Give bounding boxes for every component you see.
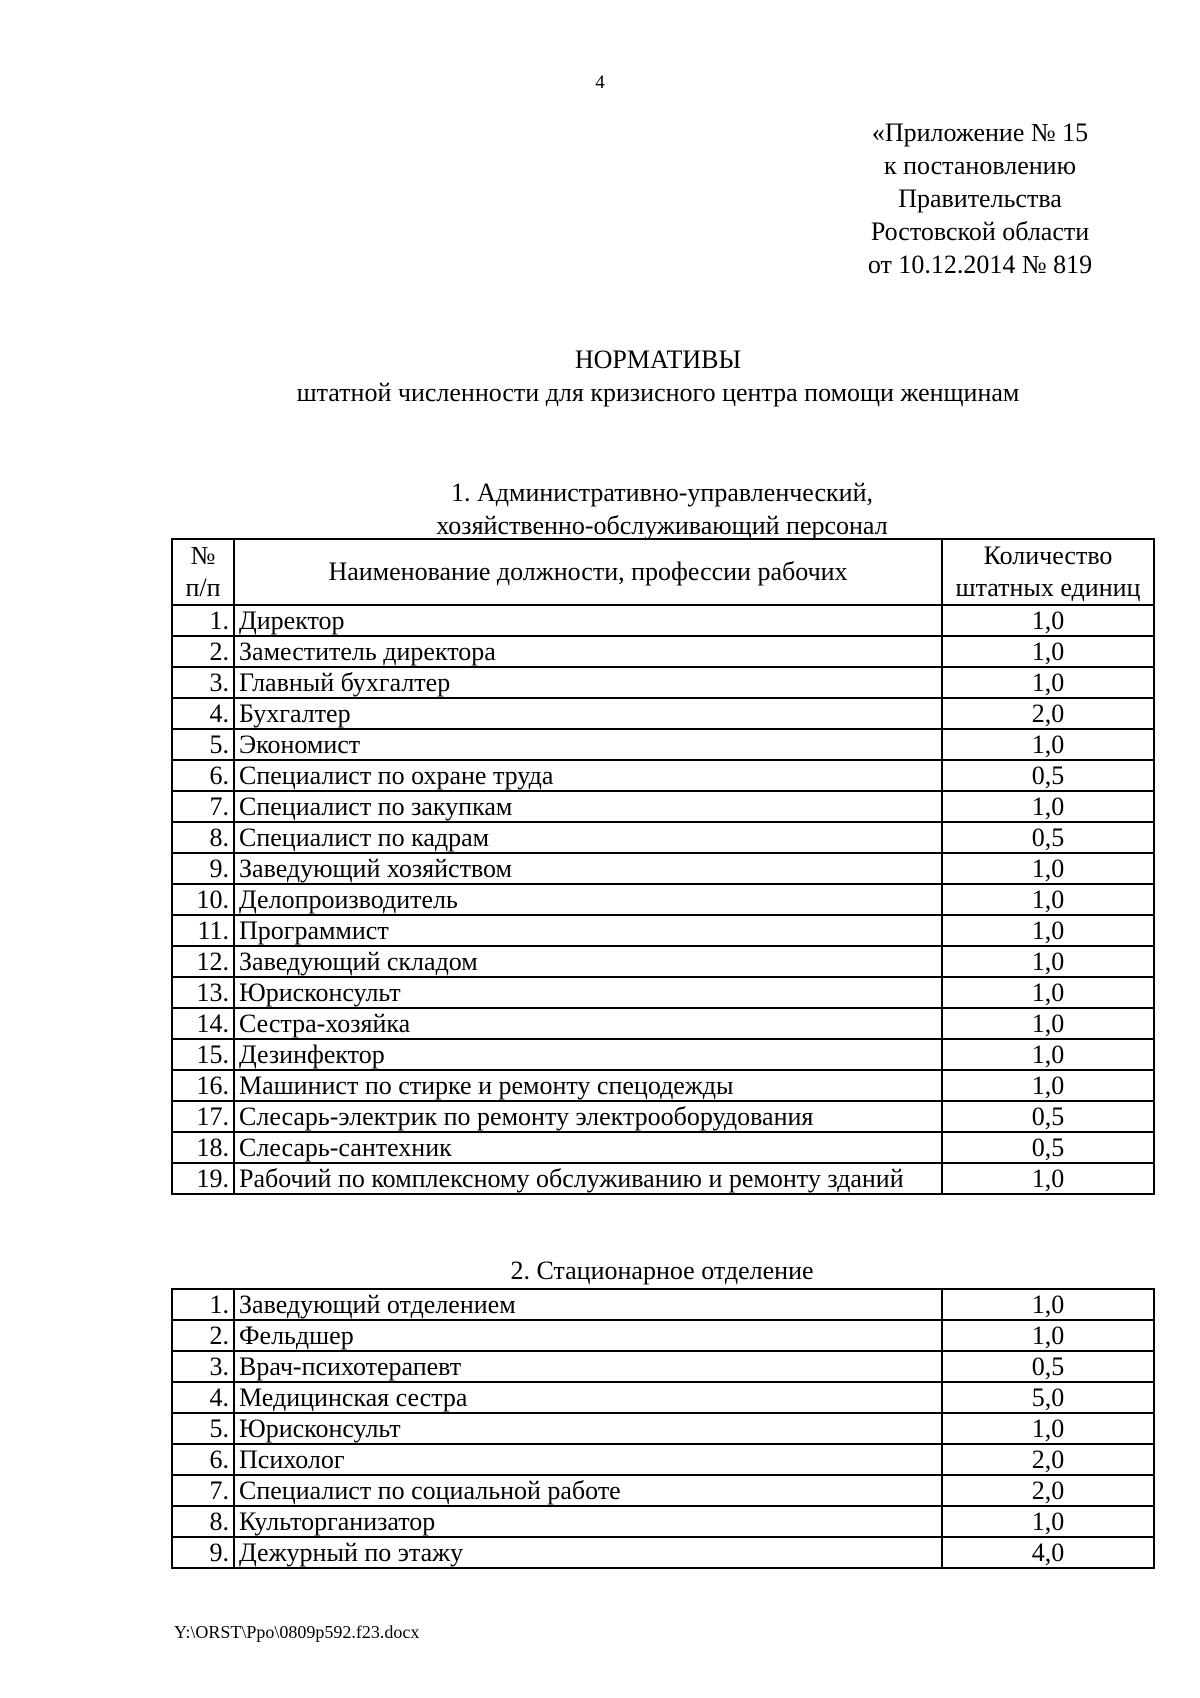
table-header-row [172,539,1154,605]
section1-heading-line: хозяйственно-обслуживающий персонал [436,511,888,540]
position-name: Специалист по закупкам [234,791,942,822]
staff-units: 1,0 [942,1163,1154,1194]
table-row [172,1132,1154,1163]
table-row [172,698,1154,729]
table-row [172,884,1154,915]
position-name: Директор [234,605,942,636]
staff-units: 1,0 [942,1008,1154,1039]
appendix-line: к постановлению [883,151,1077,180]
table-row [172,915,1154,946]
header-position-name: Наименование должности, профессии рабочих [234,539,942,605]
page-number: 4 [595,72,605,93]
position-name: Машинист по стирке и ремонту спецодежды [234,1070,942,1101]
appendix-line: Правительства [898,184,1062,213]
staff-units: 0,5 [942,822,1154,853]
staff-units: 1,0 [942,1039,1154,1070]
position-name: Экономист [234,729,942,760]
row-number: 9. [172,853,234,884]
row-number: 4. [172,698,234,729]
table-row [172,1101,1154,1132]
table-row [172,1320,1154,1351]
row-number: 6. [172,1444,234,1475]
row-number: 8. [172,1506,234,1537]
position-name: Делопроизводитель [234,884,942,915]
position-name: Бухгалтер [234,698,942,729]
row-number: 8. [172,822,234,853]
table-row [172,729,1154,760]
staff-units: 1,0 [942,636,1154,667]
staff-units: 1,0 [942,729,1154,760]
staff-units: 1,0 [942,667,1154,698]
table-body [172,1289,1154,1568]
staff-units: 2,0 [942,1475,1154,1506]
header-number [172,539,234,605]
appendix-line: от 10.12.2014 № 819 [867,250,1093,279]
row-number: 1. [172,605,234,636]
staff-units: 1,0 [942,915,1154,946]
staff-units: 0,5 [942,760,1154,791]
staff-units: 5,0 [942,1382,1154,1413]
section1-heading-line: 1. Административно-управленческий, [451,478,873,507]
section2-heading: 2. Стационарное отделение [510,1256,814,1285]
table-row [172,636,1154,667]
staff-table-inpatient [171,1288,1155,1569]
position-name: Культорганизатор [234,1506,942,1537]
row-number: 11. [172,915,234,946]
staff-units: 0,5 [942,1101,1154,1132]
position-name: Слесарь-сантехник [234,1132,942,1163]
table-row [172,822,1154,853]
staff-units: 0,5 [942,1351,1154,1382]
row-number: 3. [172,1351,234,1382]
row-number: 13. [172,977,234,1008]
row-number: 2. [172,636,234,667]
header-quantity-line: штатных единиц [955,573,1141,602]
table-row [172,1039,1154,1070]
table-row [172,1413,1154,1444]
document-title: НОРМАТИВЫ [574,345,742,374]
row-number: 7. [172,1475,234,1506]
header-number-line: № [190,541,216,570]
position-name: Главный бухгалтер [234,667,942,698]
row-number: 17. [172,1101,234,1132]
table-row [172,1444,1154,1475]
table-row [172,1008,1154,1039]
position-name: Программист [234,915,942,946]
row-number: 6. [172,760,234,791]
position-name: Слесарь-электрик по ремонту электрооборудования [234,1101,942,1132]
staff-units: 1,0 [942,791,1154,822]
position-name: Заместитель директора [234,636,942,667]
header-number-line: п/п [185,573,221,602]
position-name: Дежурный по этажу [234,1537,942,1568]
table-row [172,977,1154,1008]
header-quantity-line: Количество [983,541,1113,570]
row-number: 3. [172,667,234,698]
row-number: 5. [172,1413,234,1444]
appendix-header [830,116,1130,281]
position-name: Психолог [234,1444,942,1475]
row-number: 19. [172,1163,234,1194]
table-row [172,667,1154,698]
table-row [172,946,1154,977]
position-name: Фельдшер [234,1320,942,1351]
footer-file-path: Y:\ORST\Ppo\0809p592.f23.docx [174,1622,420,1642]
staff-table-administrative [171,538,1155,1195]
table-row [172,1351,1154,1382]
staff-units: 1,0 [942,1413,1154,1444]
staff-units: 1,0 [942,1070,1154,1101]
staff-units: 1,0 [942,1506,1154,1537]
table-row [172,1070,1154,1101]
staff-units: 1,0 [942,853,1154,884]
row-number: 16. [172,1070,234,1101]
staff-units: 1,0 [942,605,1154,636]
section1-heading [171,476,1153,542]
appendix-line: «Приложение № 15 [871,118,1089,147]
staff-units: 1,0 [942,977,1154,1008]
table-row [172,1506,1154,1537]
staff-units: 1,0 [942,1289,1154,1320]
appendix-line: Ростовской области [870,217,1090,246]
table-row [172,1382,1154,1413]
position-name: Юрисконсульт [234,1413,942,1444]
table-row [172,1475,1154,1506]
staff-units: 4,0 [942,1537,1154,1568]
row-number: 15. [172,1039,234,1070]
row-number: 1. [172,1289,234,1320]
position-name: Специалист по кадрам [234,822,942,853]
table-row [172,1537,1154,1568]
row-number: 18. [172,1132,234,1163]
staff-units: 1,0 [942,884,1154,915]
position-name: Заведующий хозяйством [234,853,942,884]
position-name: Медицинская сестра [234,1382,942,1413]
staff-units: 1,0 [942,1320,1154,1351]
staff-units: 0,5 [942,1132,1154,1163]
position-name: Дезинфектор [234,1039,942,1070]
header-quantity [942,539,1154,605]
position-name: Заведующий складом [234,946,942,977]
position-name: Рабочий по комплексному обслуживанию и ремонту зданий [234,1163,942,1194]
table-row [172,605,1154,636]
staff-units: 2,0 [942,1444,1154,1475]
row-number: 4. [172,1382,234,1413]
row-number: 5. [172,729,234,760]
row-number: 12. [172,946,234,977]
table-row [172,1289,1154,1320]
position-name: Специалист по социальной работе [234,1475,942,1506]
staff-units: 1,0 [942,946,1154,977]
position-name: Сестра-хозяйка [234,1008,942,1039]
row-number: 14. [172,1008,234,1039]
table-row [172,853,1154,884]
table-body [172,605,1154,1194]
row-number: 9. [172,1537,234,1568]
staff-units: 2,0 [942,698,1154,729]
table-row [172,791,1154,822]
document-subtitle: штатной численности для кризисного центра помощи женщинам [296,378,1020,407]
row-number: 7. [172,791,234,822]
table-row [172,760,1154,791]
row-number: 2. [172,1320,234,1351]
table-row [172,1163,1154,1194]
position-name: Заведующий отделением [234,1289,942,1320]
position-name: Врач-психотерапевт [234,1351,942,1382]
position-name: Специалист по охране труда [234,760,942,791]
position-name: Юрисконсульт [234,977,942,1008]
row-number: 10. [172,884,234,915]
